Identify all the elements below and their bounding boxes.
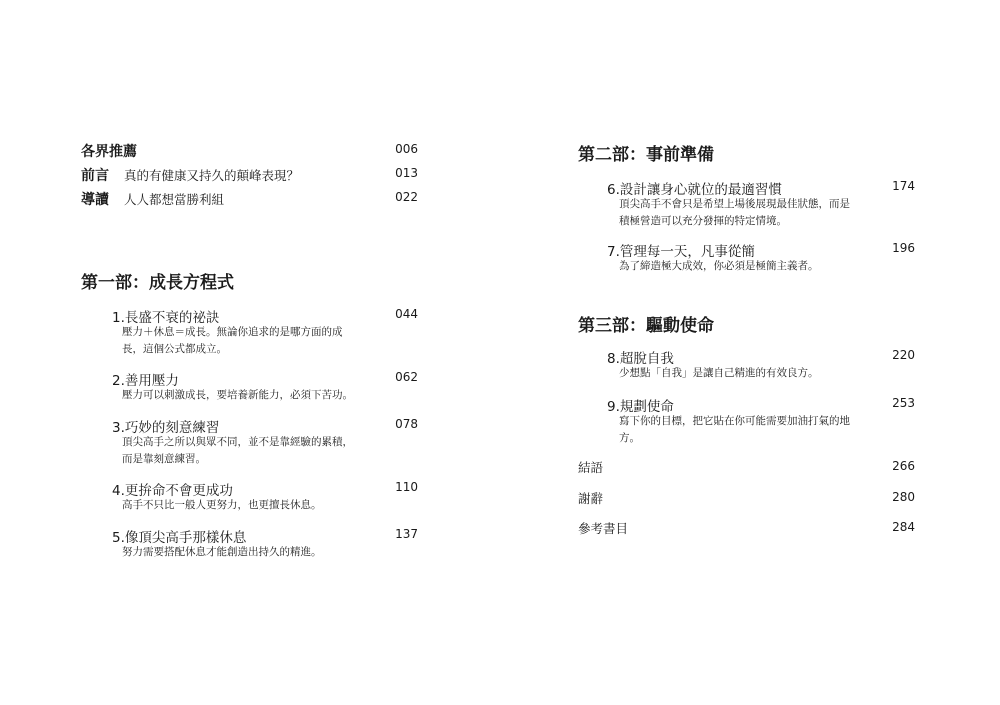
page-number: 174 xyxy=(892,179,915,193)
page-number: 044 xyxy=(395,307,418,321)
page-number: 284 xyxy=(892,520,915,534)
back-matter-label: 謝辭 xyxy=(578,491,604,506)
chapter-desc: 頂尖高手不會只是希望上場後展現最佳狀態，而是積極營造可以充分發揮的特定情境。 xyxy=(619,198,850,227)
front-matter-label: 前言 xyxy=(81,168,109,184)
chapter-desc: 寫下你的目標，把它貼在你可能需要加油打氣的地方。 xyxy=(619,415,850,444)
front-matter-text: 人人都想當勝利組 xyxy=(124,192,225,207)
page-number: 253 xyxy=(892,396,915,410)
chapter-title: 9.規劃使命 xyxy=(607,399,674,415)
part-title: 第二部：事前準備 xyxy=(578,145,714,165)
page-number: 062 xyxy=(395,370,418,384)
chapter-title: 3.巧妙的刻意練習 xyxy=(112,420,220,436)
front-matter-text: 真的有健康又持久的顛峰表現？ xyxy=(124,168,300,183)
page-number: 078 xyxy=(395,417,418,431)
front-matter-label: 導讀 xyxy=(81,192,109,208)
page-number: 137 xyxy=(395,527,418,541)
chapter-title: 8.超脫自我 xyxy=(607,351,674,367)
chapter-desc: 少想點「自我」是讓自己精進的有效良方。 xyxy=(619,367,819,379)
page-number: 006 xyxy=(395,142,418,156)
page-number: 022 xyxy=(395,190,418,204)
chapter-title: 2.善用壓力 xyxy=(112,373,179,389)
chapter-desc: 頂尖高手之所以與眾不同，並不是靠經驗的累積，而是靠刻意練習。 xyxy=(122,436,353,465)
back-matter-label: 參考書目 xyxy=(578,521,629,536)
part-title: 第一部：成長方程式 xyxy=(81,273,234,293)
page-number: 280 xyxy=(892,490,915,504)
part-title: 第三部：驅動使命 xyxy=(578,316,714,336)
chapter-title: 4.更拚命不會更成功 xyxy=(112,483,233,499)
chapter-title: 7.管理每一天，凡事從簡 xyxy=(607,244,755,260)
front-matter-label: 各界推薦 xyxy=(81,144,137,160)
page-number: 266 xyxy=(892,459,915,473)
back-matter-label: 結語 xyxy=(578,460,604,475)
page-number: 110 xyxy=(395,480,418,494)
chapter-desc: 努力需要搭配休息才能創造出持久的精進。 xyxy=(122,546,322,558)
page-number: 196 xyxy=(892,241,915,255)
chapter-desc: 為了締造極大成效，你必須是極簡主義者。 xyxy=(619,260,819,272)
chapter-title: 1.長盛不衰的祕訣 xyxy=(112,310,220,326)
chapter-title: 5.像頂尖高手那樣休息 xyxy=(112,530,247,546)
chapter-desc: 高手不只比一般人更努力，也更擅長休息。 xyxy=(122,499,322,511)
page-number: 220 xyxy=(892,348,915,362)
chapter-desc: 壓力＋休息＝成長。無論你追求的是哪方面的成長，這個公式都成立。 xyxy=(122,326,343,355)
chapter-title: 6.設計讓身心就位的最適習慣 xyxy=(607,182,782,198)
chapter-desc: 壓力可以刺激成長，要培養新能力，必須下苦功。 xyxy=(122,389,353,401)
page-number: 013 xyxy=(395,166,418,180)
